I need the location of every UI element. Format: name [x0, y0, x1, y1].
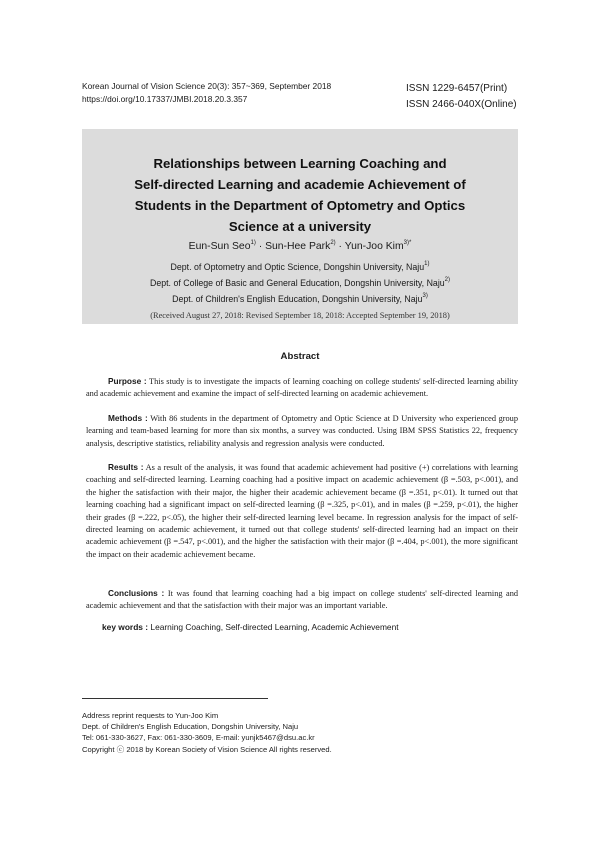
- footnote-line: Tel: 061-330-3627, Fax: 061-330-3609, E-mail: yunjk5467@dsu.ac.kr: [82, 733, 315, 743]
- methods-text: With 86 students in the department of Optometry and Optic Science at D University who experienced group learning and team-based learning for more than six months, a survey was conducted. Using IBM SPSS Statistics 22, frequency analysis, descriptive statistics, reliability analysis and regression analysis were conducted.: [86, 414, 518, 448]
- footnote-line: Copyright ⓒ 2018 by Korean Society of Vision Science All rights reserved.: [82, 744, 332, 754]
- conclusions-label: Conclusions :: [108, 588, 165, 598]
- author-separator: ·: [335, 241, 345, 252]
- methods-label: Methods :: [108, 413, 148, 423]
- title-box: [82, 129, 518, 324]
- affiliation-text: Dept. of Optometry and Optic Science, Dongshin University, Naju: [170, 262, 425, 272]
- paper-title: Relationships between Learning Coaching and Self-directed Learning and academie Achievement of Students in the Department of Optometry and Optics Science at a university: [134, 156, 466, 234]
- abstract-methods: [86, 412, 518, 450]
- footnote-divider: [82, 698, 268, 699]
- received-dates: (Received August 27, 2018: Revised September 18, 2018: Accepted September 19, 2018): [150, 311, 450, 320]
- keywords: [102, 622, 399, 632]
- affiliation-sup: 1): [424, 261, 430, 267]
- author-name: Eun-Sun Seo: [188, 241, 251, 252]
- issn-online: ISSN 2466-040X(Online): [406, 99, 517, 110]
- keywords-value: Learning Coaching, Self-directed Learning, Academic Achievement: [148, 622, 399, 632]
- journal-header: [82, 80, 331, 106]
- affiliation-text: Dept. of College of Basic and General Education, Dongshin University, Naju: [149, 278, 445, 288]
- results-text: As a result of the analysis, it was found that academic achievement had positive (+) correlations with learning coaching and self-directed learning. Learning coaching had a positive impact on academic achievement (β =.503, p<.001), and the higher the satisfaction with their major, the higher their academic achievement became (β =.351, p<.01). It turned out that learning coaching had a significant impact on self-directed learning (β =.325, p<.01), and in males (β =.259, p<.01), the higher their grades (β =.222, p<.05), the higher their self-directed learning level became. In regression analysis for the impact of self-directed learning on academic achievement, it turned out that college students' self-directed learning had an impact on their academic achievement (β =.547, p<.001), and the higher the satisfaction with their major (β =.404, p<.001), the more significant the impact on their academic achievement became.: [86, 463, 518, 559]
- author-sup: 1): [250, 240, 256, 246]
- affiliation-sup: 3): [422, 293, 428, 299]
- doi-link[interactable]: https://doi.org/10.17337/JMBI.2018.20.3.357: [82, 94, 248, 104]
- abstract-results: [86, 461, 518, 561]
- author-sup: 3)*: [403, 240, 412, 246]
- footnote-line: Dept. of Children's English Education, Dongshin University, Naju: [82, 722, 299, 732]
- results-label: Results :: [108, 462, 144, 472]
- affiliation: [82, 278, 518, 288]
- affiliation: [82, 294, 518, 304]
- footnote-line: Address reprint requests to Yun-Joo Kim: [82, 711, 219, 720]
- abstract-conclusions: [86, 587, 518, 613]
- purpose-label: Purpose :: [108, 376, 147, 386]
- footnote: [82, 710, 332, 755]
- journal-citation: Korean Journal of Vision Science 20(3): 357~369, September 2018: [82, 81, 332, 91]
- author-list: [82, 241, 518, 252]
- affiliation-text: Dept. of Children's English Education, Dongshin University, Naju: [172, 294, 423, 304]
- keywords-label: key words :: [102, 622, 149, 632]
- author-sup: 2): [330, 240, 336, 246]
- issn-print: ISSN 1229-6457(Print): [406, 83, 508, 94]
- purpose-text: This study is to investigate the impacts of learning coaching on college students' self-directed learning ability and academic achievement and examine the impact of self-directed learning on academic achievement.: [86, 377, 519, 399]
- affiliation: [82, 262, 518, 272]
- author-name: Sun-Hee Park: [265, 241, 331, 252]
- issn-block: [406, 81, 517, 113]
- abstract-purpose: [86, 375, 518, 401]
- author-name: Yun-Joo Kim: [344, 241, 404, 252]
- author-separator: ·: [255, 241, 266, 252]
- affiliation-sup: 2): [444, 277, 451, 283]
- conclusions-text: It was found that learning coaching had a big impact on college students' self-directed learning and academic achievement and that the satisfaction with their major was an important variable.: [86, 589, 518, 611]
- abstract-heading: Abstract: [280, 351, 320, 362]
